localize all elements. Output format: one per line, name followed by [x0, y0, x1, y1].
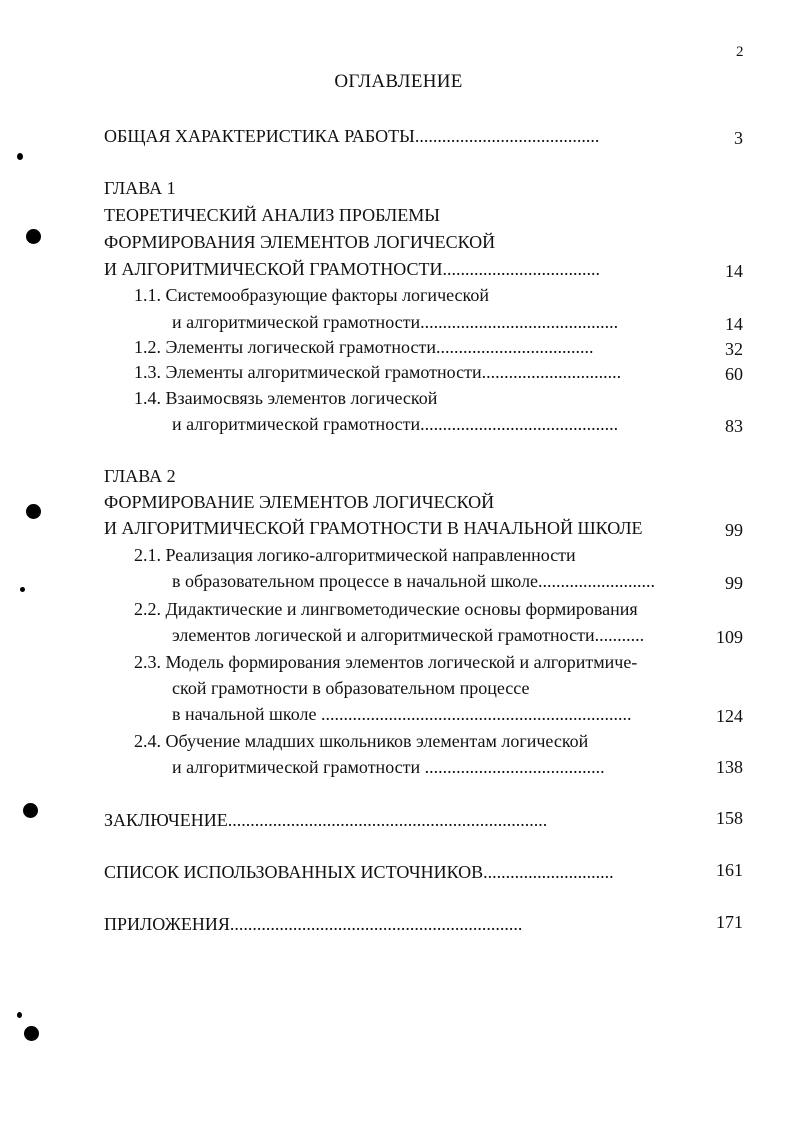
section-2-2-page: 109 [716, 627, 743, 647]
scan-mark [17, 153, 23, 160]
scan-mark [20, 587, 25, 592]
toc-conclusion: ЗАКЛЮЧЕНИЕ....................................................................... [104, 810, 548, 830]
chapter-1-title-line2: ФОРМИРОВАНИЯ ЭЛЕМЕНТОВ ЛОГИЧЕСКОЙ [104, 232, 496, 252]
chapter-2-title-line1: ФОРМИРОВАНИЕ ЭЛЕМЕНТОВ ЛОГИЧЕСКОЙ [104, 492, 495, 512]
section-2-3-line1: 2.3. Модель формирования элементов логической и алгоритмиче- [134, 652, 638, 672]
chapter-2-title-line2: И АЛГОРИТМИЧЕСКОЙ ГРАМОТНОСТИ В НАЧАЛЬНОЙ ШКОЛЕ [104, 518, 643, 538]
section-1-1-line1: 1.1. Системообразующие факторы логической [134, 285, 490, 305]
section-1-1-line2: и алгоритмической грамотности............................................ [172, 312, 619, 332]
section-1-1-page: 14 [725, 314, 743, 334]
section-1-4-line1: 1.4. Взаимосвязь элементов логической [134, 388, 438, 408]
section-2-3-line2: ской грамотности в образовательном процессе [172, 678, 530, 698]
section-2-2-line1: 2.2. Дидактические и лингвометодические основы формирования [134, 599, 638, 619]
punch-hole-mark [23, 803, 38, 818]
toc-general: ОБЩАЯ ХАРАКТЕРИСТИКА РАБОТЫ......................................... [104, 126, 600, 146]
page-title: ОГЛАВЛЕНИЕ [334, 71, 463, 92]
section-1-3: 1.3. Элементы алгоритмической грамотности............................... [134, 362, 622, 382]
chapter-1-title-line3: И АЛГОРИТМИЧЕСКОЙ ГРАМОТНОСТИ................................... [104, 259, 601, 279]
section-2-4-line2: и алгоритмической грамотности ........................................ [172, 757, 605, 777]
section-1-4-page: 83 [725, 416, 743, 436]
toc-general-page: 3 [734, 128, 743, 148]
chapter-2-page: 99 [725, 520, 743, 540]
section-2-1-line1: 2.1. Реализация логико-алгоритмической направленности [134, 545, 576, 565]
toc-appendix-page: 171 [716, 912, 743, 932]
section-2-2-line2: элементов логической и алгоритмической грамотности........... [172, 625, 645, 645]
section-2-1-line2: в образовательном процессе в начальной школе.......................... [172, 571, 656, 591]
section-2-3-page: 124 [716, 706, 743, 726]
toc-conclusion-page: 158 [716, 808, 743, 828]
section-2-1-page: 99 [725, 573, 743, 593]
section-1-3-page: 60 [725, 364, 743, 384]
section-2-4-line1: 2.4. Обучение младших школьников элементам логической [134, 731, 589, 751]
chapter-1-title-line1: ТЕОРЕТИЧЕСКИЙ АНАЛИЗ ПРОБЛЕМЫ [104, 205, 440, 225]
section-2-4-page: 138 [716, 757, 743, 777]
punch-hole-mark [26, 504, 41, 519]
chapter-2-heading: ГЛАВА 2 [104, 466, 176, 486]
section-1-4-line2: и алгоритмической грамотности............................................ [172, 414, 619, 434]
scan-mark [17, 1012, 22, 1018]
chapter-1-heading: ГЛАВА 1 [104, 178, 176, 198]
toc-appendix: ПРИЛОЖЕНИЯ................................................................. [104, 914, 523, 934]
chapter-1-page: 14 [725, 261, 743, 281]
section-1-2-page: 32 [725, 339, 743, 359]
toc-sources: СПИСОК ИСПОЛЬЗОВАННЫХ ИСТОЧНИКОВ............................. [104, 862, 614, 882]
punch-hole-mark [26, 229, 41, 244]
section-2-3-line3: в начальной школе ..................................................................... [172, 704, 632, 724]
toc-sources-page: 161 [716, 860, 743, 880]
page-number: 2 [736, 44, 744, 60]
section-1-2: 1.2. Элементы логической грамотности................................... [134, 337, 594, 357]
punch-hole-mark [24, 1026, 39, 1041]
